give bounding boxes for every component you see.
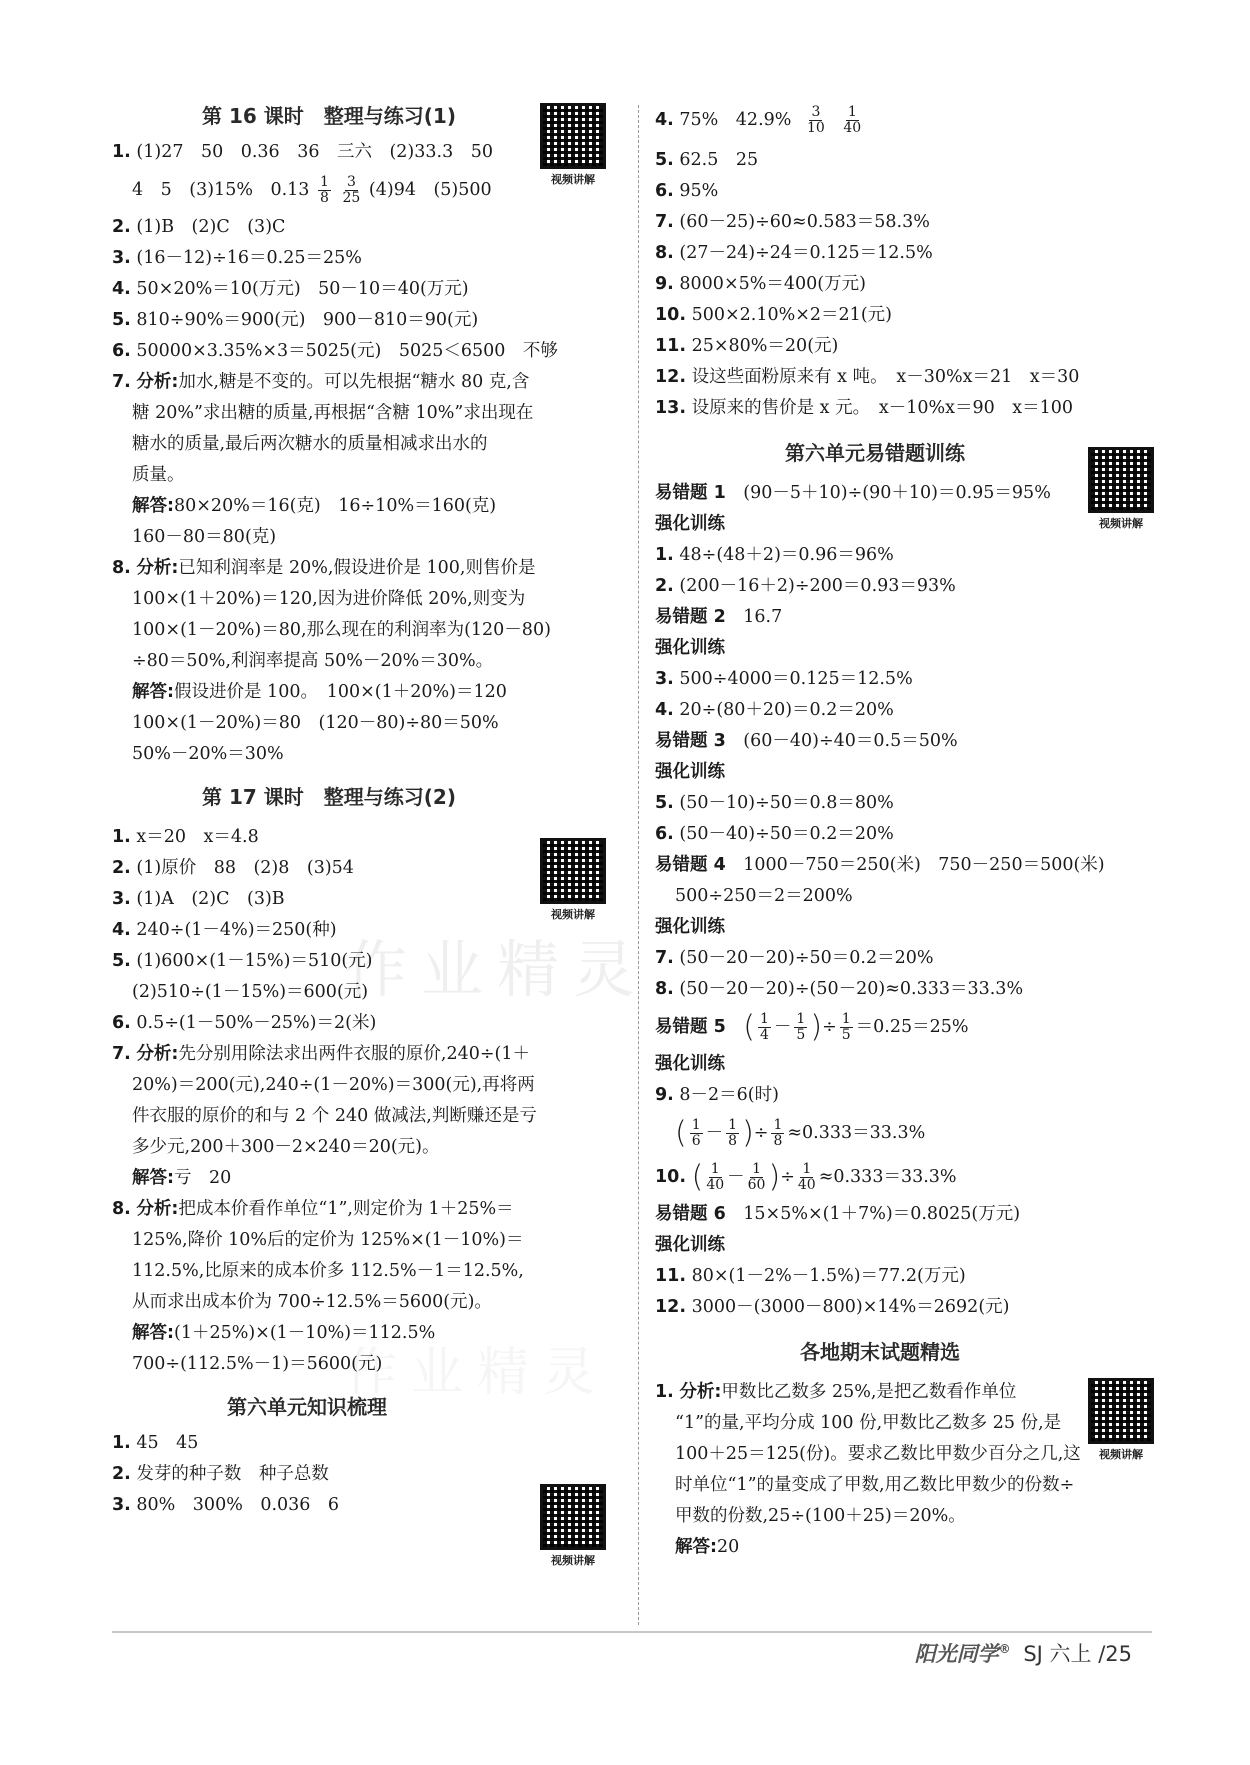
answer-8-solution: 解答:(1＋25%)×(1－10%)＝112.5% [132,1323,436,1343]
error-item-2: 易错题 2 16.7 [655,607,783,627]
answer-11: 11. 80×(1－2%－1.5%)＝77.2(万元) [655,1266,966,1286]
watermark: 作业精灵 [345,933,650,1006]
intensive-label: 强化训练 [655,917,725,937]
answer-2: 2. 发芽的种子数 种子总数 [112,1464,329,1484]
answer-5: 5. (1)600×(1－15%)＝510(元) [112,951,373,971]
answer-7-line: 160－80＝80(克) [132,527,277,547]
answer-8-line: 112.5%,比原来的成本价多 112.5%－1＝12.5%, [132,1261,524,1281]
error-item-3: 易错题 3 (60－40)÷40＝0.5＝50% [655,731,958,751]
intensive-label: 强化训练 [655,1054,725,1074]
fraction: $\frac{1}{6}$ [691,1117,701,1149]
answer-8-line: 从而求出成本价为 700÷12.5%＝5600(元)。 [132,1292,492,1312]
intensive-label: 强化训练 [655,514,725,534]
answer-1-analysis: 1. 分析:甲数比乙数多 25%,是把乙数看作单位 [655,1382,1017,1402]
answer-5-line: (2)510÷(1－15%)＝600(元) [132,982,369,1002]
answer-6: 6. 95% [655,181,719,201]
intensive-label: 强化训练 [655,638,725,658]
answer-10: 10. ( $\frac{1}{40}$ － $\frac{1}{60}$ )÷ $\frac{1}{40}$ ≈0.333＝33.3% [655,1159,957,1195]
section-heading-lesson-16: 第 16 课时 整理与练习(1) [202,104,456,128]
answer-1-line: 100＋25＝125(份)。要求乙数比甲数少百分之几,这 [675,1444,1081,1464]
error-item-5: 易错题 5 ( $\frac{1}{4}$ － $\frac{1}{5}$ )÷ $\frac{1}{5}$ ＝0.25＝25% [655,1009,969,1045]
fraction: $\frac{1}{40}$ [797,1161,816,1193]
answer-8-line: 100×(1＋20%)＝120,因为进价降低 20%,则变为 [132,589,526,609]
section-heading-unit6-errors: 第六单元易错题训练 [785,441,965,465]
section-heading-lesson-17: 第 17 课时 整理与练习(2) [202,785,456,809]
answer-7: 7. (60－25)÷60≈0.583＝58.3% [655,212,930,232]
answer-1a: 1. (1)27 50 0.36 36 三六 (2)33.3 50 [112,142,493,162]
answer-7-line: 糖 20%”求出糖的质量,再根据“含糖 10%”求出现在 [132,403,534,423]
answer-13: 13. 设原来的售价是 x 元。 x－10%x＝90 x＝100 [655,398,1074,418]
answer-1: 1. 48÷(48＋2)＝0.96＝96% [655,545,894,565]
fraction: $\frac{3}{10}$ [806,104,825,136]
answer-5: 5. (50－10)÷50＝0.8＝80% [655,793,894,813]
answer-12: 12. 设这些面粉原来有 x 吨。 x－30%x＝21 x＝30 [655,367,1080,387]
qr-code-icon[interactable] [540,1484,606,1550]
answer-4: 4. 20÷(80＋20)＝0.2＝20% [655,700,894,720]
answer-8-analysis: 8. 分析:已知利润率是 20%,假设进价是 100,则售价是 [112,558,536,578]
fraction: $\frac{1}{5}$ [796,1011,806,1043]
answer-1-line: 时单位“1”的量变成了甲数,用乙数比甲数少的份数÷ [675,1475,1075,1495]
answer-11: 11. 25×80%＝20(元) [655,336,839,356]
answer-2: 2. (1)原价 88 (2)8 (3)54 [112,858,354,878]
answer-7-analysis: 7. 分析:先分别用除法求出两件衣服的原价,240÷(1＋ [112,1044,530,1064]
fraction: $\frac{1}{40}$ [843,104,862,136]
answer-8-line: 700÷(112.5%－1)＝5600(元) [132,1354,383,1374]
fraction: $\frac{3}{25}$ [342,174,361,206]
grade-label: SJ 六上 [1023,1642,1092,1666]
answer-3: 3. 80% 300% 0.036 6 [112,1495,340,1515]
error-item-4: 易错题 4 1000－750＝250(米) 750－250＝500(米) [655,855,1105,875]
fraction: $\frac{1}{60}$ [747,1161,766,1193]
answer-9: 9. 8－2＝6(时) [655,1085,779,1105]
answer-7-solution: 解答:80×20%＝16(克) 16÷10%＝160(克) [132,496,497,516]
answer-6: 6. (50－40)÷50＝0.2＝20% [655,824,894,844]
fraction: $\frac{1}{8}$ [728,1117,738,1149]
answer-8: 8. (27－24)÷24＝0.125＝12.5% [655,243,933,263]
error-item-1: 易错题 1 (90－5＋10)÷(90＋10)＝0.95＝95% [655,483,1051,503]
answer-7-analysis: 7. 分析:加水,糖是不变的。可以先根据“糖水 80 克,含 [112,372,530,392]
answer-2: 2. (200－16＋2)÷200＝0.93＝93% [655,576,956,596]
qr-caption: 视频讲解 [551,173,595,186]
intensive-label: 强化训练 [655,762,725,782]
left-column [112,95,632,1521]
answer-8-line: 125%,降价 10%后的定价为 125%×(1－10%)＝ [132,1230,524,1250]
answer-7-solution: 解答:亏 20 [132,1168,232,1188]
fraction: $\frac{1}{8}$ [320,174,329,206]
watermark-faint: 作业精灵 [345,1343,610,1403]
answer-12: 12. 3000－(3000－800)×14%＝2692(元) [655,1297,1010,1317]
answer-1: 1. 45 45 [112,1433,199,1453]
fraction: $\frac{1}{4}$ [760,1011,769,1043]
answer-3: 3. (1)A (2)C (3)B [112,889,285,909]
error-item-6: 易错题 6 15×5%×(1＋7%)＝0.8025(万元) [655,1204,1021,1224]
answer-8-line: 100×(1－20%)＝80,那么现在的利润率为(120－80) [132,620,551,640]
footer-rule [112,1631,1152,1633]
answer-8-line: 100×(1－20%)＝80 (120－80)÷80＝50% [132,713,499,733]
answer-3: 3. (16－12)÷16＝0.25＝25% [112,248,362,268]
answer-7-line: 件衣服的原价的和与 2 个 240 做减法,判断赚还是亏 [132,1106,537,1126]
answer-5: 5. 810÷90%＝900(元) 900－810＝90(元) [112,310,479,330]
page-footer [915,1638,1132,1668]
fraction: $\frac{1}{40}$ [706,1161,725,1193]
qr-code-icon[interactable] [540,838,606,904]
answer-2: 2. (1)B (2)C (3)C [112,217,286,237]
qr-caption: 视频讲解 [1099,1448,1143,1461]
answer-1: 1. x＝20 x＝4.8 [112,827,259,847]
answer-4: 4. 240÷(1－4%)＝250(种) [112,920,337,940]
section-heading-final-exams: 各地期末试题精选 [800,1340,960,1364]
answer-6: 6. 0.5÷(1－50%－25%)＝2(米) [112,1013,377,1033]
answer-3: 3. 500÷4000＝0.125＝12.5% [655,669,913,689]
answer-8: 8. (50－20－20)÷(50－20)≈0.333＝33.3% [655,979,1024,999]
brand-logo: 阳光同学® [914,1642,1011,1666]
answer-7-line: 20%)＝200(元),240÷(1－20%)＝300(元),再将两 [132,1075,535,1095]
qr-caption: 视频讲解 [1099,517,1143,530]
answer-8-analysis: 8. 分析:把成本价看作单位“1”,则定价为 1＋25%＝ [112,1199,514,1219]
answer-1-solution: 解答:20 [675,1537,740,1557]
error-item-4-line: 500÷250＝2＝200% [675,886,853,906]
answer-7-line: 多少元,200＋300－2×240＝20(元)。 [132,1137,440,1157]
answer-8-line: ÷80＝50%,利润率提高 50%－20%＝30%。 [132,651,494,671]
answer-1-line: “1”的量,平均分成 100 份,甲数比乙数多 25 份,是 [675,1413,1062,1433]
intensive-label: 强化训练 [655,1235,725,1255]
qr-code-icon[interactable] [1088,447,1154,513]
answer-10: 10. 500×2.10%×2＝21(元) [655,305,892,325]
fraction: $\frac{1}{8}$ [773,1117,783,1149]
answer-6: 6. 50000×3.35%×3＝5025(元) 5025＜6500 不够 [112,341,558,361]
answer-9: 9. 8000×5%＝400(万元) [655,274,866,294]
answer-4: 4. 75% 42.9% $\frac{3}{10}$ $\frac{1}{40}$ [655,104,862,136]
qr-code-icon[interactable] [1088,1378,1154,1444]
answer-5: 5. 62.5 25 [655,150,759,170]
answer-7: 7. (50－20－20)÷50＝0.2＝20% [655,948,934,968]
column-divider [638,105,639,1625]
fraction: $\frac{1}{5}$ [841,1011,851,1043]
answer-8-line: 50%－20%＝30% [132,744,284,764]
section-heading-unit6-knowledge: 第六单元知识梳理 [227,1395,387,1419]
answer-8-solution: 解答:假设进价是 100。 100×(1＋20%)＝120 [132,682,507,702]
qr-code-icon[interactable] [540,103,606,169]
qr-caption: 视频讲解 [551,1554,595,1567]
answer-1-line: 甲数的份数,25÷(100＋25)＝20%。 [675,1506,966,1526]
qr-caption: 视频讲解 [551,908,595,921]
answer-9-line: ( $\frac{1}{6}$ － $\frac{1}{8}$ )÷ $\frac{1}{8}$ ≈0.333＝33.3% [675,1115,926,1151]
right-column [655,95,1155,1563]
answer-1b: 4 5 (3)15% 0.13 $\frac{1}{8}$ $\frac{3}{25}$ (4)94 (5)500 [132,174,492,206]
answer-7-line: 质量。 [132,465,185,485]
answer-4: 4. 50×20%＝10(万元) 50－10＝40(万元) [112,279,469,299]
answer-7-line: 糖水的质量,最后两次糖水的质量相减求出水的 [132,434,488,454]
page-number: /25 [1098,1642,1132,1666]
